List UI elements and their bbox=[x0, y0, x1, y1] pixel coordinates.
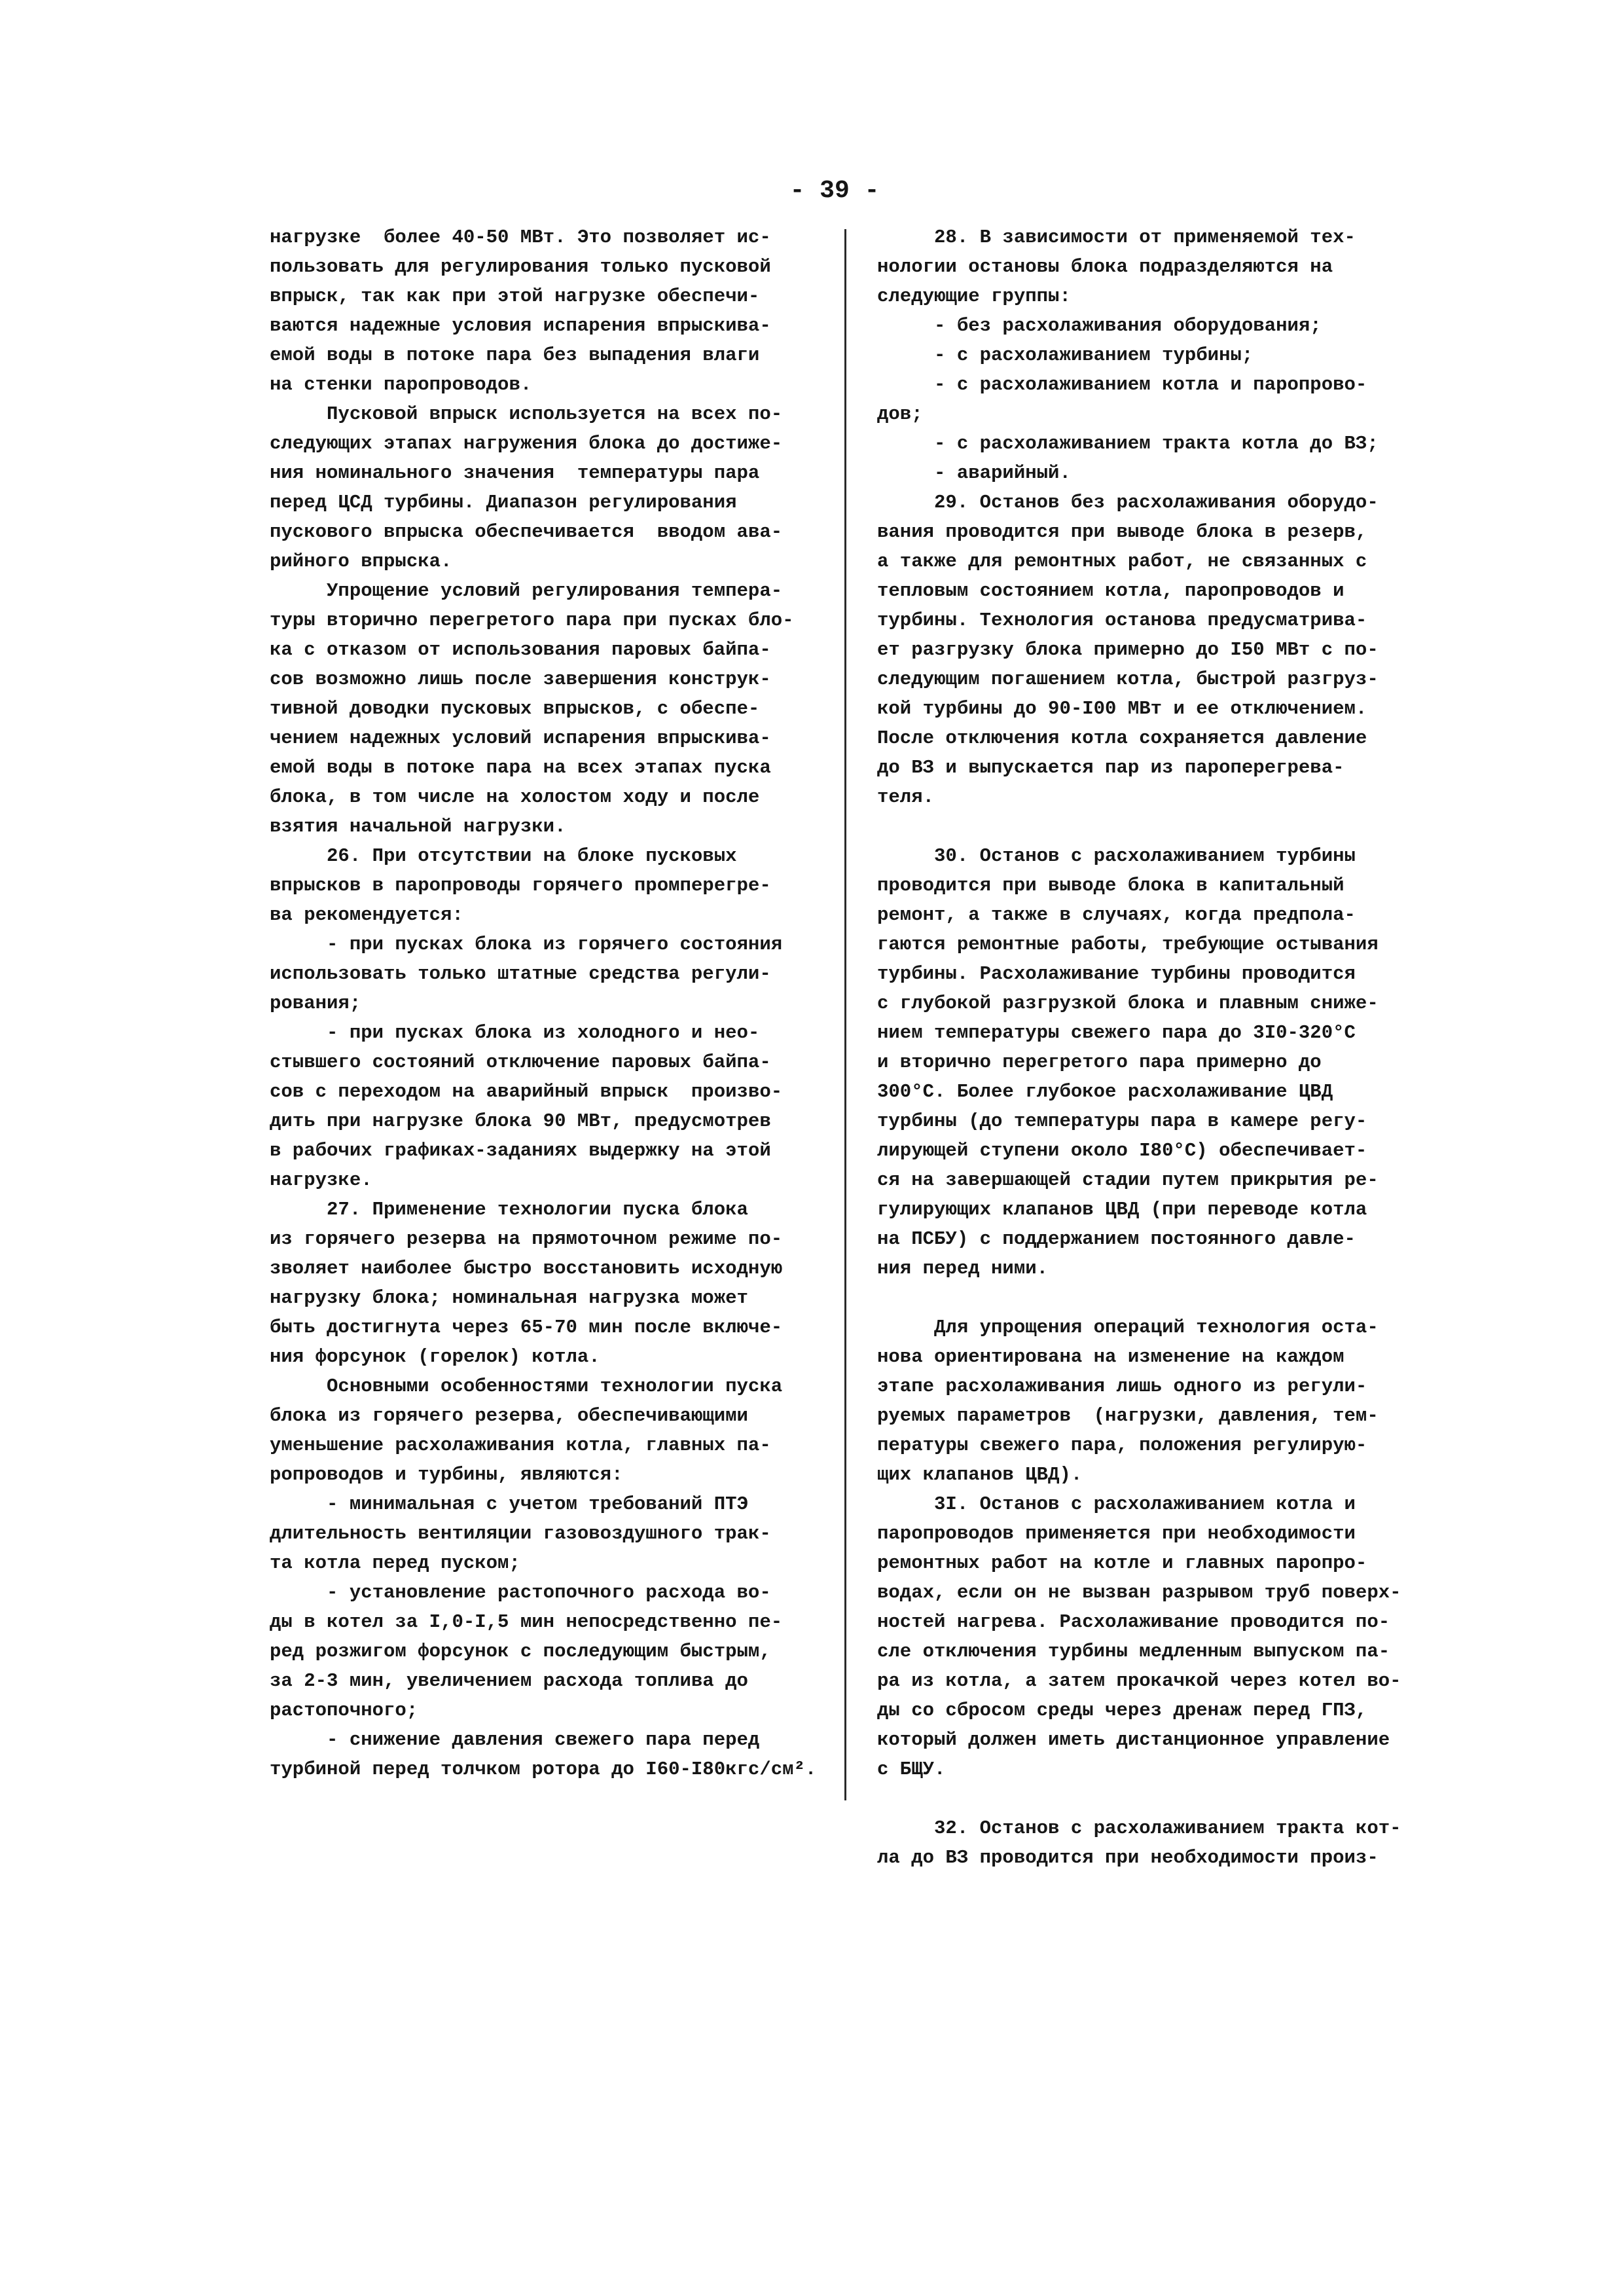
text-line: с глубокой разгрузкой блока и плавным сниже- bbox=[877, 993, 1379, 1014]
text-line: 27. Применение технологии пуска блока bbox=[270, 1199, 748, 1220]
text-line: ностей нагрева. Расхолаживание проводится по- bbox=[877, 1611, 1390, 1633]
text-line: до ВЗ и выпускается пар из пароперегрева- bbox=[877, 757, 1344, 778]
text-line: Упрощение условий регулирования темпера- bbox=[270, 580, 783, 602]
text-line: рования; bbox=[270, 993, 361, 1014]
text-line: ва рекомендуется: bbox=[270, 904, 463, 926]
text-line: нова ориентирована на изменение на каждом bbox=[877, 1346, 1344, 1368]
text-line: нологии остановы блока подразделяются на bbox=[877, 256, 1333, 278]
left-text-column bbox=[270, 223, 818, 1784]
text-line bbox=[877, 812, 1447, 841]
text-line: Основными особенностями технологии пуска bbox=[270, 1376, 783, 1397]
text-line: ды со сбросом среды через дренаж перед ГПЗ, bbox=[877, 1700, 1367, 1721]
text-line: ния перед ними. bbox=[877, 1258, 1049, 1279]
text-line: турбиной перед толчком ротора до I60-I80кгс/см². bbox=[270, 1758, 817, 1780]
text-line: ка с отказом от использования паровых байпа- bbox=[270, 639, 771, 661]
text-line: ремонтных работ на котле и главных паропро- bbox=[877, 1552, 1367, 1574]
text-line bbox=[877, 1283, 1447, 1313]
text-line: сов возможно лишь после завершения конструк- bbox=[270, 668, 771, 690]
text-line: который должен иметь дистанционное управление bbox=[877, 1729, 1390, 1751]
text-line: - установление растопочного расхода во- bbox=[270, 1582, 771, 1603]
text-line: пературы свежего пара, положения регулирую- bbox=[877, 1434, 1367, 1456]
text-line: проводится при выводе блока в капитальный bbox=[877, 875, 1344, 896]
text-line: водах, если он не вызван разрывом труб поверх- bbox=[877, 1582, 1401, 1603]
text-line: нагрузке более 40-50 МВт. Это позволяет ис- bbox=[270, 227, 771, 248]
text-line: зволяет наиболее быстро восстановить исходную bbox=[270, 1258, 783, 1279]
text-line: 30. Останов с расхолаживанием турбины bbox=[877, 845, 1356, 867]
text-line: сле отключения турбины медленным выпуском па- bbox=[877, 1641, 1390, 1662]
text-line: - минимальная с учетом требований ПТЭ bbox=[270, 1493, 748, 1515]
text-line: перед ЦСД турбины. Диапазон регулирования bbox=[270, 492, 737, 513]
text-line: та котла перед пуском; bbox=[270, 1552, 520, 1574]
text-line: гулирующих клапанов ЦВД (при переводе котла bbox=[877, 1199, 1367, 1220]
text-line: тивной доводки пусковых впрысков, с обеспе- bbox=[270, 698, 760, 720]
text-line: стывшего состояний отключение паровых байпа- bbox=[270, 1051, 771, 1073]
text-line: - с расхолаживанием котла и паропрово- bbox=[877, 374, 1367, 395]
text-line: ла до ВЗ проводится при необходимости произ- bbox=[877, 1847, 1379, 1868]
text-line: растопочного; bbox=[270, 1700, 418, 1721]
text-line: из горячего резерва на прямоточном режиме по- bbox=[270, 1228, 783, 1250]
text-line: длительность вентиляции газовоздушного трак- bbox=[270, 1523, 771, 1544]
right-text-column bbox=[877, 223, 1447, 1872]
text-line: следующих этапах нагружения блока до достиже- bbox=[270, 433, 783, 454]
text-line: быть достигнута через 65-70 мин после включе- bbox=[270, 1317, 783, 1338]
text-line: вания проводится при выводе блока в резерв, bbox=[877, 521, 1367, 543]
text-line: дов; bbox=[877, 403, 923, 425]
text-line: блока из горячего резерва, обеспечивающими bbox=[270, 1405, 748, 1427]
text-line: - без расхолаживания оборудования; bbox=[877, 315, 1322, 337]
text-line: за 2-3 мин, увеличением расхода топлива до bbox=[270, 1670, 748, 1692]
text-line: ред розжигом форсунок с последующим быстрым, bbox=[270, 1641, 771, 1662]
text-line: ся на завершающей стадии путем прикрытия ре- bbox=[877, 1169, 1379, 1191]
text-line: уменьшение расхолаживания котла, главных па- bbox=[270, 1434, 771, 1456]
text-line: пользовать для регулирования только пусковой bbox=[270, 256, 771, 278]
text-line: ды в котел за I,0-I,5 мин непосредственно пе- bbox=[270, 1611, 783, 1633]
text-line: этапе расхолаживания лишь одного из регули- bbox=[877, 1376, 1367, 1397]
text-line: следующим погашением котла, быстрой разгруз- bbox=[877, 668, 1379, 690]
text-line: руемых параметров (нагрузки, давления, тем- bbox=[877, 1405, 1379, 1427]
text-line: впрысков в паропроводы горячего промперегре- bbox=[270, 875, 771, 896]
text-line: на стенки паропроводов. bbox=[270, 374, 532, 395]
text-line bbox=[877, 1784, 1447, 1813]
text-line: 300°С. Более глубокое расхолаживание ЦВД bbox=[877, 1081, 1333, 1102]
text-line: туры вторично перегретого пара при пусках бло- bbox=[270, 610, 794, 631]
text-line: емой воды в потоке пара без выпадения влаги bbox=[270, 344, 760, 366]
text-line: паропроводов применяется при необходимости bbox=[877, 1523, 1356, 1544]
text-line: 3I. Останов с расхолаживанием котла и bbox=[877, 1493, 1356, 1515]
text-line: на ПСБУ) с поддержанием постоянного давле- bbox=[877, 1228, 1356, 1250]
text-line: ра из котла, а затем прокачкой через котел во- bbox=[877, 1670, 1401, 1692]
text-line: блока, в том числе на холостом ходу и после bbox=[270, 786, 760, 808]
text-line: использовать только штатные средства регули- bbox=[270, 963, 771, 985]
text-line: следующие группы: bbox=[877, 285, 1071, 307]
text-line: нагрузку блока; номинальная нагрузка может bbox=[270, 1287, 748, 1309]
text-line: рийного впрыска. bbox=[270, 551, 452, 572]
text-line: ропроводов и турбины, являются: bbox=[270, 1464, 623, 1485]
text-line: щих клапанов ЦВД). bbox=[877, 1464, 1083, 1485]
text-line: взятия начальной нагрузки. bbox=[270, 816, 566, 837]
page-number: - 39 - bbox=[789, 177, 880, 205]
text-line: 29. Останов без расхолаживания оборудо- bbox=[877, 492, 1379, 513]
text-line: впрыск, так как при этой нагрузке обеспечи- bbox=[270, 285, 760, 307]
text-line: нагрузке. bbox=[270, 1169, 372, 1191]
text-line: 26. При отсутствии на блоке пусковых bbox=[270, 845, 737, 867]
text-line: гаются ремонтные работы, требующие остывания bbox=[877, 934, 1379, 955]
text-line: - с расхолаживанием тракта котла до ВЗ; bbox=[877, 433, 1379, 454]
text-line: 28. В зависимости от применяемой тех- bbox=[877, 227, 1356, 248]
text-line: нием температуры свежего пара до 3I0-320°С bbox=[877, 1022, 1356, 1044]
text-line: - при пусках блока из горячего состояния bbox=[270, 934, 783, 955]
text-line: ваются надежные условия испарения впрыскива- bbox=[270, 315, 771, 337]
text-line: тепловым состоянием котла, паропроводов и bbox=[877, 580, 1344, 602]
text-line: 32. Останов с расхолаживанием тракта кот- bbox=[877, 1817, 1401, 1839]
text-line: в рабочих графиках-заданиях выдержку на этой bbox=[270, 1140, 771, 1161]
text-line: Пусковой впрыск используется на всех по- bbox=[270, 403, 783, 425]
text-line: - аварийный. bbox=[877, 462, 1071, 484]
text-line: пускового впрыска обеспечивается вводом ава- bbox=[270, 521, 783, 543]
text-line: - снижение давления свежего пара перед bbox=[270, 1729, 760, 1751]
text-line: теля. bbox=[877, 786, 935, 808]
text-line: ния номинального значения температуры пара bbox=[270, 462, 760, 484]
text-line: ния форсунок (горелок) котла. bbox=[270, 1346, 600, 1368]
text-line: емой воды в потоке пара на всех этапах пуска bbox=[270, 757, 771, 778]
text-line: Для упрощения операций технология оста- bbox=[877, 1317, 1379, 1338]
text-line: чением надежных условий испарения впрыскива- bbox=[270, 727, 771, 749]
text-line: После отключения котла сохраняется давление bbox=[877, 727, 1367, 749]
text-line: - с расхолаживанием турбины; bbox=[877, 344, 1254, 366]
text-line: - при пусках блока из холодного и нео- bbox=[270, 1022, 760, 1044]
text-line: ет разгрузку блока примерно до I50 МВт с по- bbox=[877, 639, 1379, 661]
text-line: а также для ремонтных работ, не связанных с bbox=[877, 551, 1367, 572]
text-line: турбины. Технология останова предусматрива- bbox=[877, 610, 1367, 631]
text-line: турбины (до температуры пара в камере регу- bbox=[877, 1110, 1367, 1132]
text-line: сов с переходом на аварийный впрыск произво- bbox=[270, 1081, 783, 1102]
text-line: с БЩУ. bbox=[877, 1758, 946, 1780]
text-line: лирующей ступени около I80°С) обеспечивает- bbox=[877, 1140, 1367, 1161]
text-line: ремонт, а также в случаях, когда предпола- bbox=[877, 904, 1356, 926]
text-line: и вторично перегретого пара примерно до bbox=[877, 1051, 1322, 1073]
text-line: кой турбины до 90-I00 МВт и ее отключением. bbox=[877, 698, 1367, 720]
text-line: турбины. Расхолаживание турбины проводится bbox=[877, 963, 1356, 985]
text-line: дить при нагрузке блока 90 МВт, предусмотрев bbox=[270, 1110, 771, 1132]
column-divider bbox=[844, 229, 846, 1800]
